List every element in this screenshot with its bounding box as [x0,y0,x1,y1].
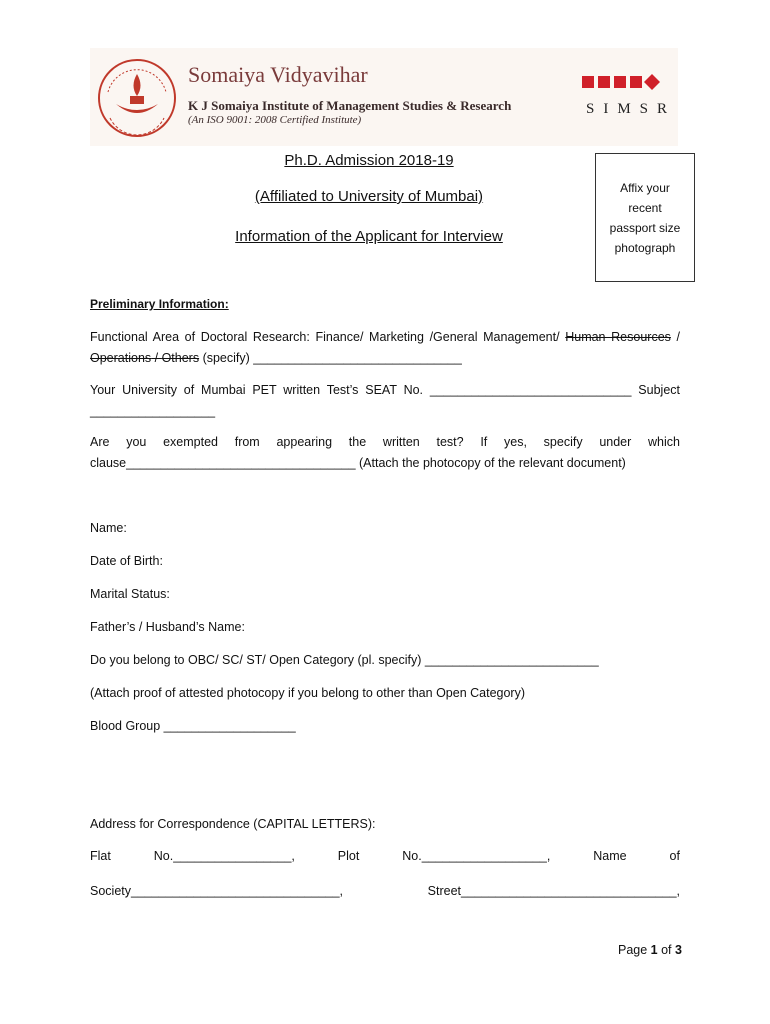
dob-field-label: Date of Birth: [90,554,163,568]
photo-placeholder-box [595,153,695,282]
page-number: Page 1 of 3 [618,943,682,957]
of-label: of [669,849,680,863]
plot-number-field: No.__________________, [402,849,551,863]
pet-seat-number-field: Your University of Mumbai PET written Test’s SEAT No. _____________________________ Subject __________________ [90,383,680,418]
plot-label: Plot [337,849,360,863]
exemption-field: Are you exempted from appearing the written test? If yes, specify under which clause_________________________________ (Attach the photocopy of the relevant document) [90,435,680,470]
institution-name: Somaiya Vidyavihar [188,62,368,87]
certification-note: (An ISO 9001: 2008 Certified Institute) [188,114,362,126]
photo-box-line: photograph [614,240,676,255]
name-field-label: Name: [90,521,127,535]
name-label: Name [593,849,627,863]
society-field: Society______________________________, [90,884,344,898]
father-husband-name-label: Father’s / Husband’s Name: [90,620,245,634]
photo-box-line: Affix your [620,180,670,195]
form-purpose-title: Information of the Applicant for Interview [235,228,503,245]
flat-number-field: No._________________, [153,849,295,863]
flat-label: Flat [90,849,111,863]
affiliation-title: (Affiliated to University of Mumbai) [254,188,484,205]
address-society-street-row [90,884,680,898]
photo-box-line: recent [628,200,662,215]
marital-status-label: Marital Status: [90,587,170,601]
street-field: Street_______________________________, [427,884,680,898]
somaiya-seal-logo [96,52,178,144]
photo-box-line: passport size [609,220,681,235]
category-field: Do you belong to OBC/ SC/ ST/ Open Category (pl. specify) _________________________ [90,653,599,667]
simsr-brand-text: SIMSR [586,101,677,117]
functional-area-field: Functional Area of Doctoral Research: Finance/ Marketing /General Management/ Human Resources / Operations / Others (specify) ______________________________ [90,330,681,365]
category-proof-note: (Attach proof of attested photocopy if you belong to other than Open Category) [90,686,525,700]
blood-group-field: Blood Group ___________________ [90,719,296,733]
address-heading: Address for Correspondence (CAPITAL LETTERS): [90,817,376,831]
preliminary-heading: Preliminary Information: [90,297,229,311]
institute-full-name: K J Somaiya Institute of Management Studies & Research [188,98,512,113]
admission-title: Ph.D. Admission 2018-19 [284,152,454,169]
address-flat-plot-row [90,849,680,863]
